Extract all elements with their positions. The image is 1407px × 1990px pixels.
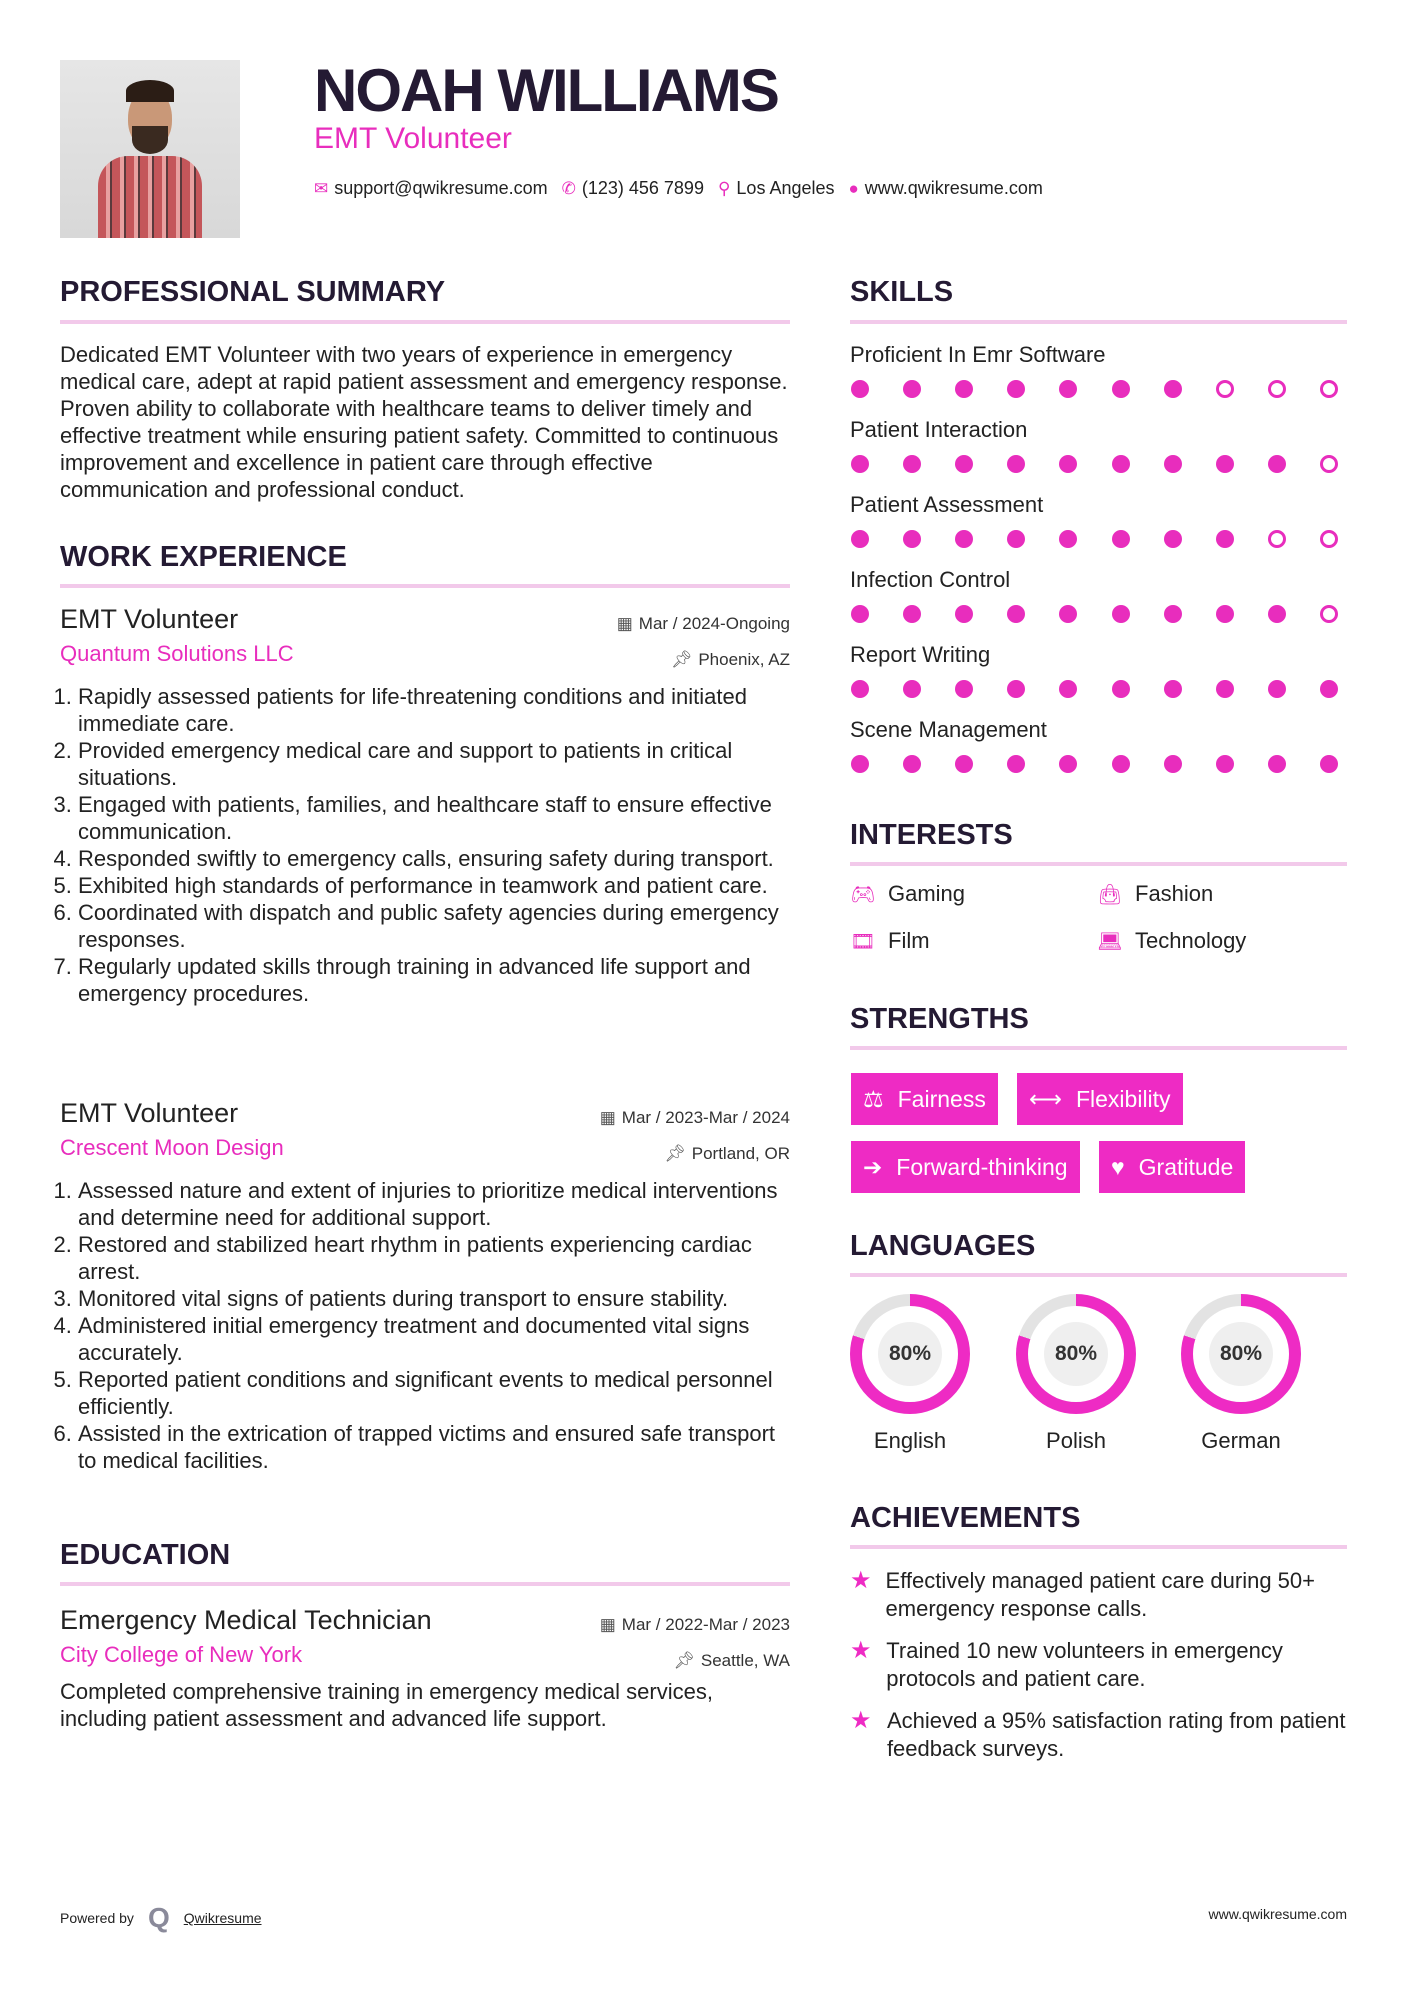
education-location: 📌︎ Seattle, WA bbox=[673, 1651, 790, 1670]
bullet: 3. Monitored vital signs of patients during transport to ensure stability. bbox=[78, 1285, 790, 1312]
pin-icon: 📌︎ bbox=[670, 650, 693, 669]
skill-rating bbox=[851, 605, 1338, 623]
contact-bar bbox=[314, 178, 1043, 199]
achievements-heading: ACHIEVEMENTS bbox=[850, 1502, 1081, 1534]
rating-dot-filled bbox=[1268, 680, 1286, 698]
divider bbox=[850, 320, 1347, 324]
divider bbox=[60, 1582, 790, 1586]
interest-gaming: 🎮︎ Gaming bbox=[850, 881, 966, 906]
education-date: ▦ Mar / 2022-Mar / 2023 bbox=[599, 1615, 790, 1634]
job-entry bbox=[60, 604, 790, 1007]
rating-dot-filled bbox=[1216, 605, 1234, 623]
job-date: ▦ Mar / 2024-Ongoing bbox=[616, 614, 790, 633]
rating-dot-filled bbox=[903, 530, 921, 548]
bullet: 7. Regularly updated skills through training in advanced life support and emergency procedures. bbox=[78, 953, 790, 1007]
divider bbox=[850, 1046, 1347, 1050]
rating-dot-filled bbox=[851, 605, 869, 623]
skill-item bbox=[850, 717, 1347, 792]
rating-dot-filled bbox=[1164, 755, 1182, 773]
education-heading: EDUCATION bbox=[60, 1539, 231, 1571]
job-title: EMT Volunteer bbox=[60, 1098, 239, 1128]
gamepad-icon: 🎮︎ bbox=[850, 883, 876, 906]
star-icon: ★ bbox=[850, 1637, 872, 1664]
rating-dot-filled bbox=[903, 680, 921, 698]
skill-rating bbox=[851, 455, 1338, 473]
rating-dot-filled bbox=[955, 530, 973, 548]
strength-badge: ⟷ Flexibility bbox=[1017, 1073, 1183, 1125]
education-description: Completed comprehensive training in emergency medical services, including patient assessment and advanced life support. bbox=[60, 1679, 713, 1731]
rating-dot-empty bbox=[1320, 455, 1338, 473]
arrow-right-icon: ➔ bbox=[863, 1153, 883, 1180]
rating-dot-empty bbox=[1268, 530, 1286, 548]
pin-icon: 📌︎ bbox=[664, 1144, 686, 1163]
bullet: 6. Coordinated with dispatch and public safety agencies during emergency responses. bbox=[78, 899, 790, 953]
rating-dot-filled bbox=[1164, 680, 1182, 698]
strength-badge: ♥ Gratitude bbox=[1099, 1141, 1245, 1193]
rating-dot-filled bbox=[1007, 455, 1025, 473]
summary-heading: PROFESSIONAL SUMMARY bbox=[60, 276, 446, 308]
bullet: 1. Rapidly assessed patients for life-threatening conditions and initiated immediate care. bbox=[78, 683, 790, 737]
language-german: 80% German bbox=[1181, 1294, 1301, 1454]
rating-dot-filled bbox=[1059, 380, 1077, 398]
job-location: 📌︎ Phoenix, AZ bbox=[670, 650, 790, 669]
rating-dot-filled bbox=[1216, 755, 1234, 773]
rating-dot-filled bbox=[1112, 680, 1130, 698]
interests-heading: INTERESTS bbox=[850, 819, 1013, 851]
globe-icon: ● bbox=[848, 179, 859, 198]
skill-label: Patient Assessment bbox=[850, 492, 1044, 517]
rating-dot-filled bbox=[955, 680, 973, 698]
rating-dot-filled bbox=[851, 680, 869, 698]
brand-link[interactable]: Qwikresume bbox=[183, 1910, 262, 1926]
bullet: 1. Assessed nature and extent of injuries to prioritize medical interventions and determine need for additional support. bbox=[78, 1177, 790, 1231]
skill-rating bbox=[851, 530, 1338, 548]
rating-dot-filled bbox=[1164, 380, 1182, 398]
skill-label: Proficient In Emr Software bbox=[850, 342, 1106, 367]
rating-dot-filled bbox=[851, 380, 869, 398]
rating-dot-filled bbox=[903, 455, 921, 473]
envelope-icon: ✉ bbox=[314, 179, 329, 198]
job-date: ▦ Mar / 2023-Mar / 2024 bbox=[599, 1108, 790, 1127]
interest-fashion: 👜︎ Fashion bbox=[1097, 881, 1214, 906]
skill-label: Patient Interaction bbox=[850, 417, 1028, 442]
contact-phone[interactable]: ✆ (123) 456 7899 bbox=[561, 178, 704, 198]
balance-scale-icon: ⚖ bbox=[863, 1085, 884, 1112]
rating-dot-filled bbox=[955, 605, 973, 623]
skill-item bbox=[850, 642, 1347, 717]
rating-dot-filled bbox=[1059, 605, 1077, 623]
rating-dot-filled bbox=[903, 380, 921, 398]
rating-dot-empty bbox=[1216, 380, 1234, 398]
pin-icon: 📌︎ bbox=[673, 1651, 695, 1670]
rating-dot-filled bbox=[903, 605, 921, 623]
candidate-name: NOAH WILLIAMS bbox=[314, 57, 778, 124]
rating-dot-filled bbox=[955, 455, 973, 473]
heart-icon: ♥ bbox=[1111, 1153, 1125, 1180]
rating-dot-filled bbox=[851, 755, 869, 773]
bullet: 5. Reported patient conditions and significant events to medical personnel efficiently. bbox=[78, 1366, 790, 1420]
strengths-heading: STRENGTHS bbox=[850, 1003, 1029, 1035]
bullet: 6. Assisted in the extrication of trapped victims and ensured safe transport to medical facilities. bbox=[78, 1420, 790, 1474]
rating-dot-empty bbox=[1320, 605, 1338, 623]
rating-dot-filled bbox=[1320, 680, 1338, 698]
skill-label: Report Writing bbox=[850, 642, 991, 667]
achievement-item: ★ Trained 10 new volunteers in emergency protocols and patient care. bbox=[850, 1637, 1283, 1691]
footer-website[interactable]: www.qwikresume.com bbox=[1208, 1906, 1347, 1922]
skill-label: Scene Management bbox=[850, 717, 1047, 742]
rating-dot-filled bbox=[851, 530, 869, 548]
strength-badge: ⚖ Fairness bbox=[851, 1073, 998, 1125]
skill-item bbox=[850, 567, 1347, 642]
divider bbox=[850, 862, 1347, 866]
rating-dot-filled bbox=[1059, 455, 1077, 473]
rating-dot-filled bbox=[1059, 530, 1077, 548]
profile-photo bbox=[60, 60, 240, 238]
rating-dot-filled bbox=[1216, 530, 1234, 548]
qwikresume-logo-icon: Q bbox=[147, 1902, 170, 1933]
achievement-item: ★ Effectively managed patient care during 50+ emergency response calls. bbox=[850, 1567, 1315, 1621]
job-company: Crescent Moon Design bbox=[60, 1135, 284, 1160]
bullet: 3. Engaged with patients, families, and healthcare staff to ensure effective communication. bbox=[78, 791, 790, 845]
language-gauge: 80% bbox=[1181, 1294, 1301, 1414]
education-entry bbox=[60, 1605, 790, 1732]
divider bbox=[850, 1273, 1347, 1277]
rating-dot-empty bbox=[1268, 380, 1286, 398]
contact-location: ⚲ Los Angeles bbox=[717, 178, 835, 198]
rating-dot-filled bbox=[1112, 380, 1130, 398]
calendar-icon: ▦ bbox=[599, 1108, 616, 1127]
rating-dot-filled bbox=[1216, 455, 1234, 473]
rating-dot-filled bbox=[955, 755, 973, 773]
skill-rating bbox=[851, 680, 1338, 698]
skill-item bbox=[850, 417, 1347, 492]
rating-dot-filled bbox=[1112, 530, 1130, 548]
star-icon: ★ bbox=[850, 1567, 872, 1594]
contact-website[interactable]: ● www.qwikresume.com bbox=[848, 178, 1043, 198]
star-icon: ★ bbox=[850, 1707, 872, 1734]
rating-dot-filled bbox=[1268, 455, 1286, 473]
bullet: 2. Restored and stabilized heart rhythm in patients experiencing cardiac arrest. bbox=[78, 1231, 790, 1285]
job-entry bbox=[60, 1098, 790, 1474]
job-location: 📌︎ Portland, OR bbox=[664, 1144, 790, 1163]
rating-dot-filled bbox=[1007, 680, 1025, 698]
bullet: 2. Provided emergency medical care and support to patients in critical situations. bbox=[78, 737, 790, 791]
rating-dot-filled bbox=[1320, 755, 1338, 773]
job-title: EMT Volunteer bbox=[60, 604, 239, 634]
rating-dot-empty bbox=[1320, 530, 1338, 548]
skill-rating bbox=[851, 755, 1338, 773]
rating-dot-filled bbox=[1112, 455, 1130, 473]
contact-email[interactable]: ✉ support@qwikresume.com bbox=[314, 178, 548, 198]
shopping-bag-icon: 👜︎ bbox=[1097, 883, 1123, 906]
work-heading: WORK EXPERIENCE bbox=[60, 541, 347, 573]
achievement-item: ★ Achieved a 95% satisfaction rating from patient feedback surveys. bbox=[850, 1707, 1346, 1761]
interest-film: 🎞︎ Film bbox=[850, 928, 930, 953]
skill-label: Infection Control bbox=[850, 567, 1011, 592]
calendar-icon: ▦ bbox=[616, 614, 633, 633]
skill-rating bbox=[851, 380, 1338, 398]
rating-dot-filled bbox=[1268, 755, 1286, 773]
job-bullets bbox=[60, 1177, 790, 1474]
rating-dot-filled bbox=[1007, 605, 1025, 623]
rating-dot-filled bbox=[1164, 530, 1182, 548]
languages-heading: LANGUAGES bbox=[850, 1230, 1036, 1262]
interest-technology: 💻︎ Technology bbox=[1097, 928, 1247, 953]
bullet: 5. Exhibited high standards of performance in teamwork and patient care. bbox=[78, 872, 790, 899]
rating-dot-filled bbox=[1007, 380, 1025, 398]
rating-dot-filled bbox=[1059, 755, 1077, 773]
footer-powered: Powered by Q Qwikresume bbox=[60, 1902, 262, 1933]
rating-dot-filled bbox=[851, 455, 869, 473]
language-english: 80% English bbox=[850, 1294, 970, 1454]
school-name: City College of New York bbox=[60, 1642, 303, 1667]
language-gauge: 80% bbox=[850, 1294, 970, 1414]
rating-dot-filled bbox=[1268, 605, 1286, 623]
rating-dot-filled bbox=[1007, 530, 1025, 548]
laptop-icon: 💻︎ bbox=[1097, 930, 1123, 953]
skills-list bbox=[850, 342, 1347, 792]
candidate-title: EMT Volunteer bbox=[314, 122, 512, 155]
skills-heading: SKILLS bbox=[850, 276, 954, 308]
language-polish: 80% Polish bbox=[1016, 1294, 1136, 1454]
skill-item bbox=[850, 492, 1347, 567]
rating-dot-filled bbox=[1164, 455, 1182, 473]
phone-icon: ✆ bbox=[561, 179, 576, 198]
rating-dot-empty bbox=[1320, 380, 1338, 398]
job-company: Quantum Solutions LLC bbox=[60, 641, 294, 666]
film-icon: 🎞︎ bbox=[850, 930, 876, 953]
summary-text: Dedicated EMT Volunteer with two years of experience in emergency medical care, adept at rapid patient assessment and emergency response. Proven ability to collaborate with healthcare teams to deliver timely and effective treatment while ensuring patient safety. Committed to continuous improvement and excellence in patient care through effective communication and professional conduct. bbox=[60, 342, 788, 502]
rating-dot-filled bbox=[1164, 605, 1182, 623]
rating-dot-filled bbox=[1007, 755, 1025, 773]
map-pin-icon: ⚲ bbox=[717, 179, 731, 198]
bullet: 4. Administered initial emergency treatment and documented vital signs accurately. bbox=[78, 1312, 790, 1366]
skill-item bbox=[850, 342, 1347, 417]
language-gauge: 80% bbox=[1016, 1294, 1136, 1414]
bullet: 4. Responded swiftly to emergency calls, ensuring safety during transport. bbox=[78, 845, 790, 872]
rating-dot-filled bbox=[955, 380, 973, 398]
calendar-icon: ▦ bbox=[599, 1615, 616, 1634]
rating-dot-filled bbox=[1112, 755, 1130, 773]
degree-title: Emergency Medical Technician bbox=[60, 1605, 432, 1635]
divider bbox=[60, 320, 790, 324]
rating-dot-filled bbox=[1112, 605, 1130, 623]
divider bbox=[60, 584, 790, 588]
divider bbox=[850, 1545, 1347, 1549]
arrows-h-icon: ⟷ bbox=[1029, 1085, 1062, 1112]
rating-dot-filled bbox=[903, 755, 921, 773]
strength-badge: ➔ Forward-thinking bbox=[851, 1141, 1080, 1193]
job-bullets bbox=[60, 683, 790, 1007]
rating-dot-filled bbox=[1059, 680, 1077, 698]
rating-dot-filled bbox=[1216, 680, 1234, 698]
